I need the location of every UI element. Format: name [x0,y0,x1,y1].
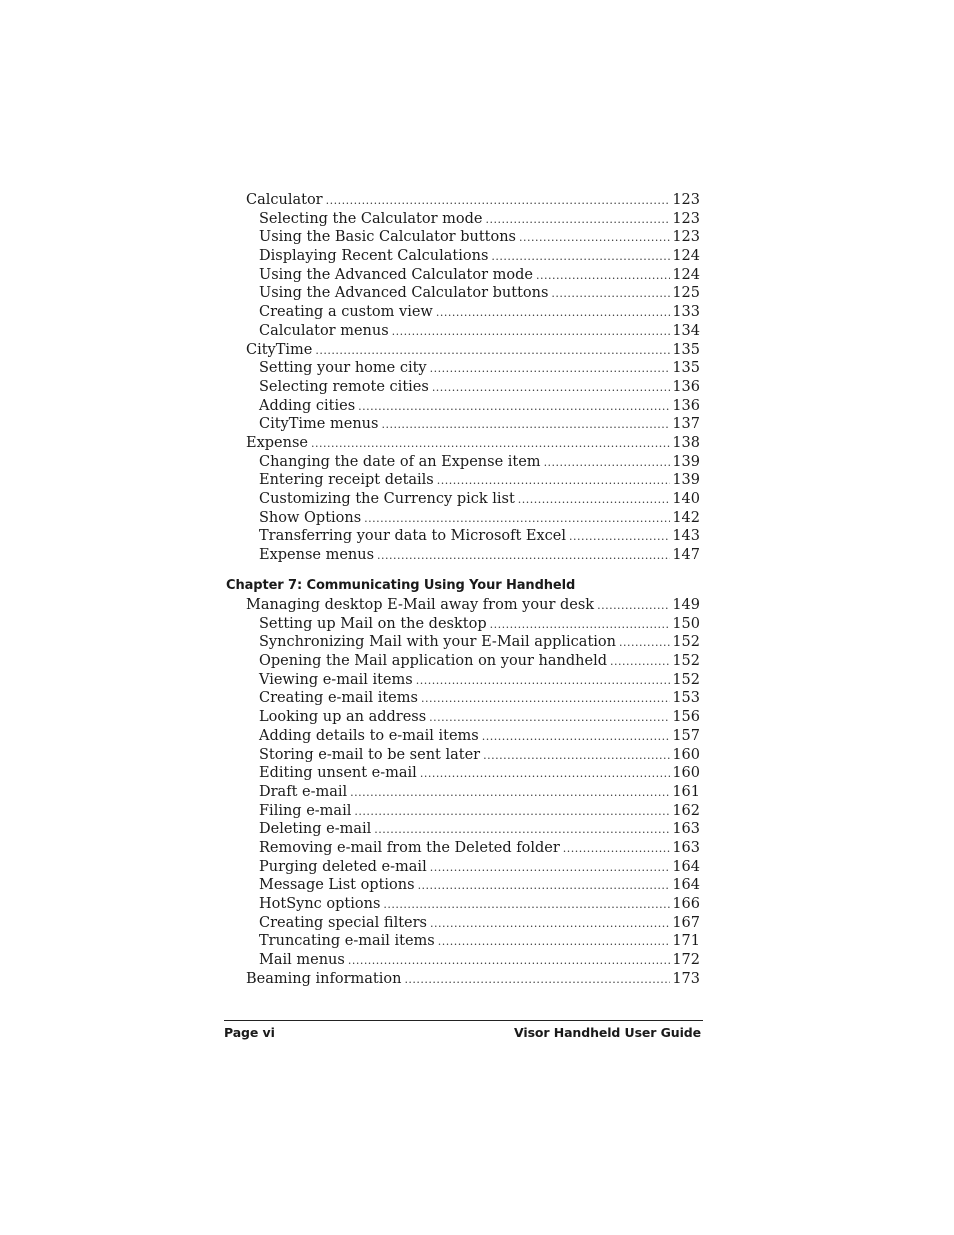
toc-entry-title: Truncating e-mail items [259,933,435,950]
toc-entry[interactable] [246,802,700,821]
dot-leader [420,765,670,784]
toc-entry-page-number: 149 [672,597,700,613]
dot-leader [563,840,671,859]
toc-entry-title: Message List options [259,877,415,894]
toc-entry-page-number: 157 [672,727,700,744]
toc-entry-page-number: 166 [672,896,700,912]
dot-leader [377,547,670,566]
toc-entry[interactable] [246,266,700,285]
dot-leader [551,285,670,304]
toc-entry[interactable] [246,689,700,708]
toc-entry[interactable] [246,727,700,746]
toc-entry-title: Viewing e-mail items [259,671,413,688]
toc-entry[interactable] [246,527,700,546]
dot-leader [429,709,670,728]
dot-leader [437,472,671,491]
dot-leader [436,304,670,323]
toc-entry-title: Removing e-mail from the Deleted folder [259,839,560,856]
toc-list-top [246,191,700,565]
toc-entry[interactable] [246,341,700,360]
toc-entry-title: CityTime [246,341,313,358]
toc-entry-page-number: 163 [672,821,700,838]
toc-entry-page-number: 143 [672,528,700,545]
toc-entry-title: Draft e-mail [259,783,348,800]
toc-entry[interactable] [246,434,700,453]
dot-leader [404,971,670,990]
toc-entry-page-number: 123 [672,192,700,208]
toc-entry[interactable] [246,471,700,490]
toc-entry-title: Show Options [259,509,362,526]
toc-entry[interactable] [246,228,700,247]
toc-entry[interactable] [246,191,700,210]
dot-leader [482,728,671,747]
toc-entry[interactable] [246,378,700,397]
dot-leader [418,877,671,896]
toc-entry[interactable] [246,708,700,727]
dot-leader [364,510,670,529]
footer-divider [224,1020,703,1021]
toc-entry[interactable] [246,858,700,877]
dot-leader [311,435,670,454]
toc-entry[interactable] [246,783,700,802]
dot-leader [392,323,671,342]
toc-entry[interactable] [246,932,700,951]
toc-entry[interactable] [246,415,700,434]
toc-entry-page-number: 152 [672,653,700,670]
dot-leader [432,379,671,398]
toc-entry-page-number: 136 [672,397,700,414]
toc-entry-page-number: 139 [672,453,700,470]
toc-entry-page-number: 133 [672,304,700,321]
toc-entry-title: Adding details to e-mail items [259,727,479,744]
toc-entry-page-number: 167 [672,914,700,931]
dot-leader [490,616,671,635]
dot-leader [358,398,670,417]
dot-leader [430,360,671,379]
toc-entry-title: Synchronizing Mail with your E-Mail application [259,634,616,651]
dot-leader [416,672,671,691]
dot-leader [438,933,671,952]
toc-entry-page-number: 152 [672,634,700,651]
footer-page-number: Page vi [224,1025,275,1040]
toc-entry-title: Displaying Recent Calculations [259,248,489,265]
toc-entry-title: HotSync options [259,896,381,912]
dot-leader [315,342,670,361]
toc-entry[interactable] [246,453,700,472]
toc-entry-page-number: 164 [672,877,700,894]
toc-entry-title: Looking up an address [259,709,427,726]
toc-entry-title: Storing e-mail to be sent later [259,746,481,763]
toc-entry-title: Using the Advanced Calculator buttons [259,285,549,302]
toc-entry-page-number: 147 [672,547,700,564]
toc-entry-title: Selecting the Calculator mode [259,210,483,227]
toc-entry[interactable] [246,652,700,671]
toc-entry-page-number: 123 [672,210,700,227]
dot-leader [485,211,670,230]
toc-entry-page-number: 134 [672,322,700,339]
toc-entry-title: Changing the date of an Expense item [259,453,541,470]
toc-entry[interactable] [246,633,700,652]
toc-entry[interactable] [246,951,700,970]
toc-entry[interactable] [246,596,700,615]
toc-entry-title: Beaming information [246,970,402,987]
toc-entry-page-number: 163 [672,839,700,856]
toc-entry[interactable] [246,839,700,858]
toc-entry-title: Transferring your data to Microsoft Excel [259,528,567,545]
toc-entry-page-number: 173 [672,970,700,987]
toc-entry-title: Deleting e-mail [259,821,372,838]
toc-entry-page-number: 142 [672,509,700,526]
toc-entry[interactable] [246,210,700,229]
toc-entry-title: Mail menus [259,952,345,969]
dot-leader [544,454,671,473]
dot-leader [430,859,671,878]
toc-entry[interactable] [246,397,700,416]
toc-entry-title: Filing e-mail [259,802,352,819]
toc-entry[interactable] [246,546,700,565]
toc-entry[interactable] [246,746,700,765]
dot-leader [597,597,670,616]
dot-leader [430,915,670,934]
toc-entry-page-number: 152 [672,671,700,688]
toc-entry-title: Expense menus [259,547,375,564]
toc-entry-title: Adding cities [259,397,356,414]
toc-entry[interactable] [246,303,700,322]
toc-list-chapter-7 [246,596,700,988]
dot-leader [536,267,670,286]
toc-entry[interactable] [246,247,700,266]
toc-entry-page-number: 135 [672,360,700,377]
toc-entry[interactable] [246,359,700,378]
dot-leader [483,747,670,766]
dot-leader [610,653,670,672]
toc-entry-title: Entering receipt details [259,472,434,489]
dot-leader [518,491,671,510]
toc-entry-page-number: 160 [672,746,700,763]
dot-leader [383,896,670,915]
toc-entry[interactable] [246,322,700,341]
toc-entry-page-number: 123 [672,229,700,246]
toc-entry-title: Purging deleted e-mail [259,858,427,875]
toc-entry[interactable] [246,284,700,303]
toc-entry[interactable] [246,509,700,528]
toc-entry-title: Creating e-mail items [259,690,418,707]
toc-entry[interactable] [246,895,700,914]
toc-entry-page-number: 162 [672,802,700,819]
toc-entry-title: Selecting remote cities [259,378,429,395]
toc-entry[interactable] [246,876,700,895]
toc-entry-title: Creating a custom view [259,304,433,321]
dot-leader [421,690,670,709]
toc-entry[interactable] [246,820,700,839]
toc-entry[interactable] [246,615,700,634]
toc-entry-title: Managing desktop E-Mail away from your desk [246,597,595,613]
toc-entry-page-number: 156 [672,709,700,726]
toc-entry-title: Creating special filters [259,914,427,931]
toc-entry-page-number: 135 [672,341,700,358]
toc-entry-page-number: 150 [672,615,700,632]
toc-entry-page-number: 140 [672,491,700,507]
toc-entry-page-number: 125 [672,285,700,302]
dot-leader [350,784,670,803]
dot-leader [374,821,670,840]
toc-entry-title: Using the Basic Calculator buttons [259,229,516,246]
toc-entry[interactable] [246,914,700,933]
toc-entry-page-number: 160 [672,765,700,782]
toc-entry-page-number: 161 [672,783,700,800]
toc-entry[interactable] [246,970,700,989]
toc-entry-title: Setting up Mail on the desktop [259,615,487,632]
toc-entry-page-number: 124 [672,266,700,283]
toc-entry[interactable] [246,671,700,690]
toc-entry-title: Setting your home city [259,360,427,377]
dot-leader [519,229,670,248]
dot-leader [491,248,670,267]
toc-entry-page-number: 139 [672,472,700,489]
dot-leader [381,416,670,435]
dot-leader [569,528,670,547]
toc-entry-title: Customizing the Currency pick list [259,491,515,507]
toc-entry-page-number: 171 [672,933,700,950]
toc-entry-title: Expense [246,434,308,451]
toc-entry-page-number: 124 [672,248,700,265]
toc-entry-page-number: 137 [672,416,700,433]
toc-entry-page-number: 153 [672,690,700,707]
toc-entry[interactable] [246,490,700,509]
toc-entry-page-number: 138 [672,434,700,451]
dot-leader [326,192,671,211]
toc-entry-title: Using the Advanced Calculator mode [259,266,533,283]
footer-book-title: Visor Handheld User Guide [514,1025,701,1040]
dot-leader [354,803,670,822]
dot-leader [619,634,670,653]
toc-entry-title: Calculator menus [259,322,389,339]
toc-entry-title: Calculator [246,192,323,208]
toc-entry-page-number: 136 [672,378,700,395]
toc-entry-title: CityTime menus [259,416,379,433]
toc-entry-title: Opening the Mail application on your handheld [259,653,607,670]
toc-entry-page-number: 172 [672,952,700,969]
toc-entry-title: Editing unsent e-mail [259,765,417,782]
toc-entry[interactable] [246,764,700,783]
toc-entry-page-number: 164 [672,858,700,875]
dot-leader [348,952,670,971]
chapter-heading: Chapter 7: Communicating Using Your Handheld [226,578,576,593]
